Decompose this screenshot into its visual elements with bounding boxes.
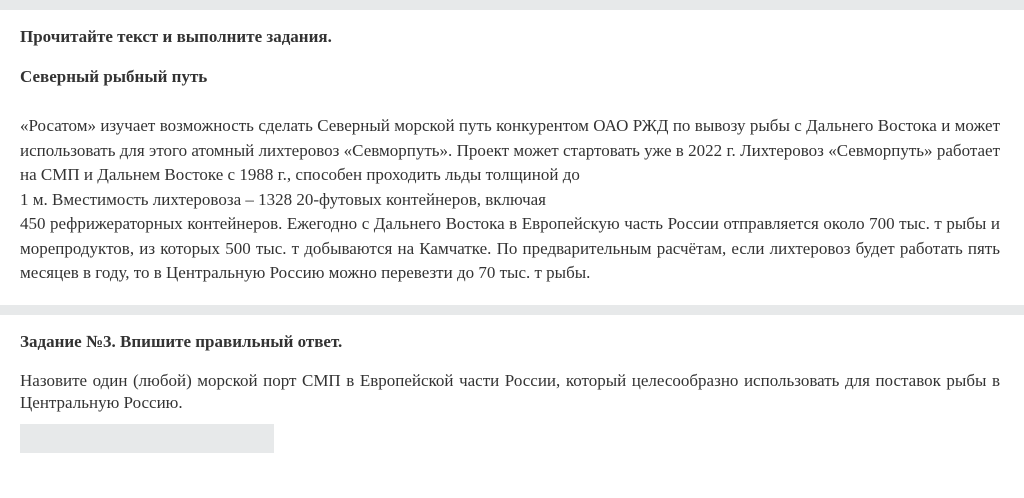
task-card xyxy=(0,315,1024,498)
answer-input[interactable] xyxy=(20,424,274,453)
article-paragraph: «Росатом» изучает возможность сделать Северный морской путь конкурентом ОАО РЖД по вывозу рыбы с Дальнего Востока и может использовать для этого атомный лихтеровоз «Севморпуть». Проект может стартовать уже в 2022 г. Лихтеровоз «Севморпуть» работает на СМП и Дальнем Востоке с 1988 г., способен проходить льды толщиной до xyxy=(20,116,1000,184)
article-title: Северный рыбный путь xyxy=(20,67,208,86)
instruction-heading: Прочитайте текст и выполните задания. xyxy=(20,27,332,46)
reading-text-card xyxy=(0,10,1024,305)
article-body xyxy=(20,114,1000,286)
article-paragraph: 450 рефрижераторных контейнеров. Ежегодно с Дальнего Востока в Европейскую часть России отправляется около 700 тыс. т рыбы и морепродуктов, из которых 500 тыс. т добываются на Камчатке. По предварительным расчётам, если лихтеровоз будет работать пять месяцев в году, то в Центральную Россию можно перевезти до 70 тыс. т рыбы. xyxy=(20,214,1000,282)
task-title: Задание №3. Впишите правильный ответ. xyxy=(20,332,343,351)
article-paragraph: 1 м. Вместимость лихтеровоза – 1328 20-футовых контейнеров, включая xyxy=(20,189,546,209)
task-question: Назовите один (любой) морской порт СМП в Европейской части России, который целесообразно использовать для поставок рыбы в Центральную Россию. xyxy=(20,371,1000,412)
